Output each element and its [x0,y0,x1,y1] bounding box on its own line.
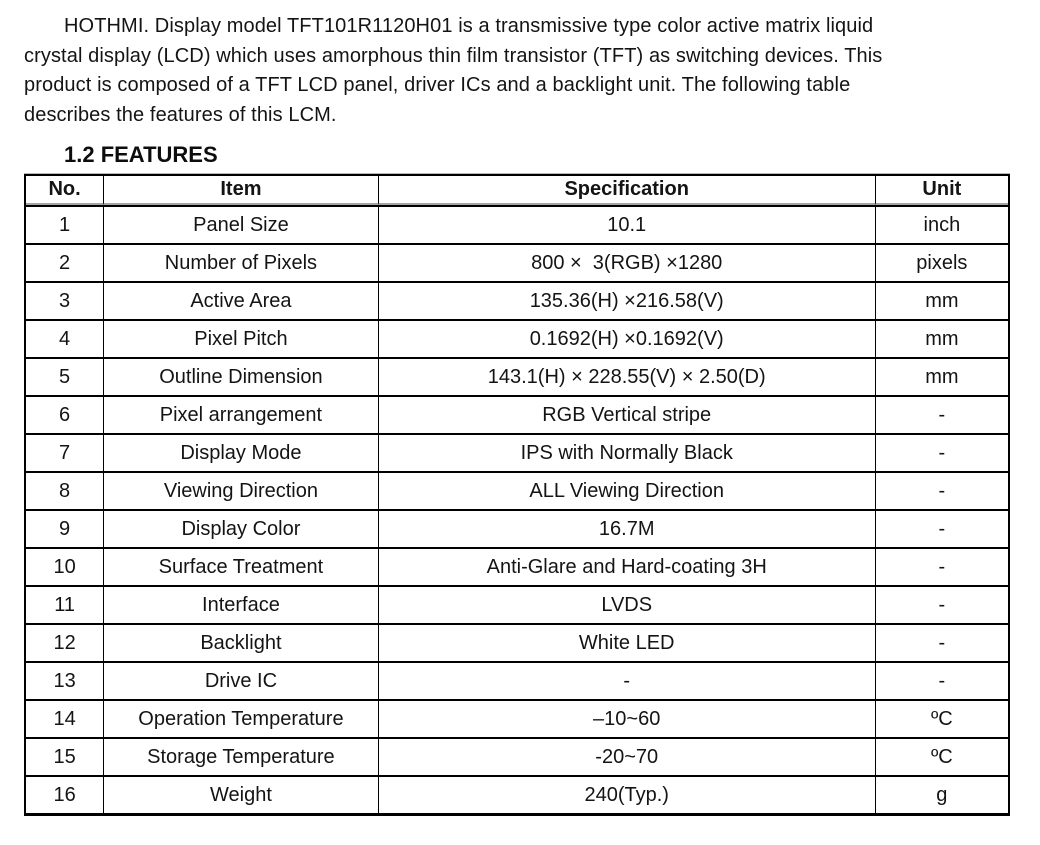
cell-unit: mm [876,319,1008,357]
cell-item: Number of Pixels [104,243,379,281]
cell-spec: LVDS [379,585,876,623]
cell-spec: 240(Typ.) [379,775,876,813]
cell-no: 11 [26,585,104,623]
cell-item: Panel Size [104,205,379,243]
table-row [26,775,1008,813]
cell-unit: - [876,623,1008,661]
table-row [26,433,1008,471]
column-header-specification: Specification [379,176,876,205]
cell-spec: 16.7M [379,509,876,547]
table-row [26,243,1008,281]
cell-no: 16 [26,775,104,813]
cell-no: 9 [26,509,104,547]
cell-spec: - [379,661,876,699]
cell-no: 12 [26,623,104,661]
cell-item: Interface [104,585,379,623]
intro-line: HOTHMI. Display model TFT101R1120H01 is a transmissive type color active matrix liquid [64,15,874,37]
cell-no: 5 [26,357,104,395]
cell-spec: 10.1 [379,205,876,243]
cell-spec: IPS with Normally Black [379,433,876,471]
cell-spec: 0.1692(H) ×0.1692(V) [379,319,876,357]
table-row [26,357,1008,395]
cell-unit: - [876,395,1008,433]
cell-item: Operation Temperature [104,699,379,737]
cell-no: 4 [26,319,104,357]
table-row [26,205,1008,243]
cell-unit: - [876,433,1008,471]
cell-unit: - [876,661,1008,699]
cell-no: 15 [26,737,104,775]
cell-item: Display Mode [104,433,379,471]
cell-spec: ALL Viewing Direction [379,471,876,509]
intro-line: crystal display (LCD) which uses amorphous thin film transistor (TFT) as switching devices. This [24,44,883,67]
cell-unit: mm [876,357,1008,395]
table-row [26,699,1008,737]
cell-unit: g [876,775,1008,813]
cell-unit: ºC [876,737,1008,775]
column-header-item: Item [104,176,379,205]
cell-item: Pixel arrangement [104,395,379,433]
cell-unit: - [876,471,1008,509]
cell-no: 2 [26,243,104,281]
cell-no: 3 [26,281,104,319]
table-row [26,547,1008,585]
cell-item: Viewing Direction [104,471,379,509]
cell-no: 14 [26,699,104,737]
cell-unit: pixels [876,243,1008,281]
table-row [26,509,1008,547]
intro-paragraph [24,12,1014,130]
cell-item: Pixel Pitch [104,319,379,357]
cell-spec: 135.36(H) ×216.58(V) [379,281,876,319]
cell-no: 6 [26,395,104,433]
cell-item: Drive IC [104,661,379,699]
table-row [26,585,1008,623]
cell-item: Storage Temperature [104,737,379,775]
cell-item: Display Color [104,509,379,547]
cell-spec: Anti-Glare and Hard-coating 3H [379,547,876,585]
cell-unit: inch [876,205,1008,243]
cell-no: 7 [26,433,104,471]
cell-spec: 143.1(H) × 228.55(V) × 2.50(D) [379,357,876,395]
table-row [26,471,1008,509]
cell-no: 1 [26,205,104,243]
table-row [26,319,1008,357]
cell-unit: - [876,585,1008,623]
cell-unit: mm [876,281,1008,319]
section-heading: 1.2 FEATURES [64,142,218,167]
table-row [26,623,1008,661]
intro-line: product is composed of a TFT LCD panel, driver ICs and a backlight unit. The following table [24,74,851,96]
cell-unit: - [876,547,1008,585]
table-row [26,661,1008,699]
table-row [26,395,1008,433]
cell-no: 8 [26,471,104,509]
cell-item: Weight [104,775,379,813]
column-header-unit: Unit [876,176,1008,205]
cell-no: 13 [26,661,104,699]
cell-spec: White LED [379,623,876,661]
cell-item: Active Area [104,281,379,319]
intro-line: describes the features of this LCM. [24,103,337,126]
table-header-row [26,176,1008,205]
cell-unit: ºC [876,699,1008,737]
cell-no: 10 [26,547,104,585]
cell-item: Outline Dimension [104,357,379,395]
cell-item: Backlight [104,623,379,661]
column-header-no: No. [26,176,104,205]
table-row [26,737,1008,775]
cell-unit: - [876,509,1008,547]
cell-spec: –10~60 [379,699,876,737]
cell-spec: RGB Vertical stripe [379,395,876,433]
cell-item: Surface Treatment [104,547,379,585]
cell-spec: 800 × 3(RGB) ×1280 [379,243,876,281]
features-table [24,174,1010,816]
cell-spec: -20~70 [379,737,876,775]
table-row [26,281,1008,319]
